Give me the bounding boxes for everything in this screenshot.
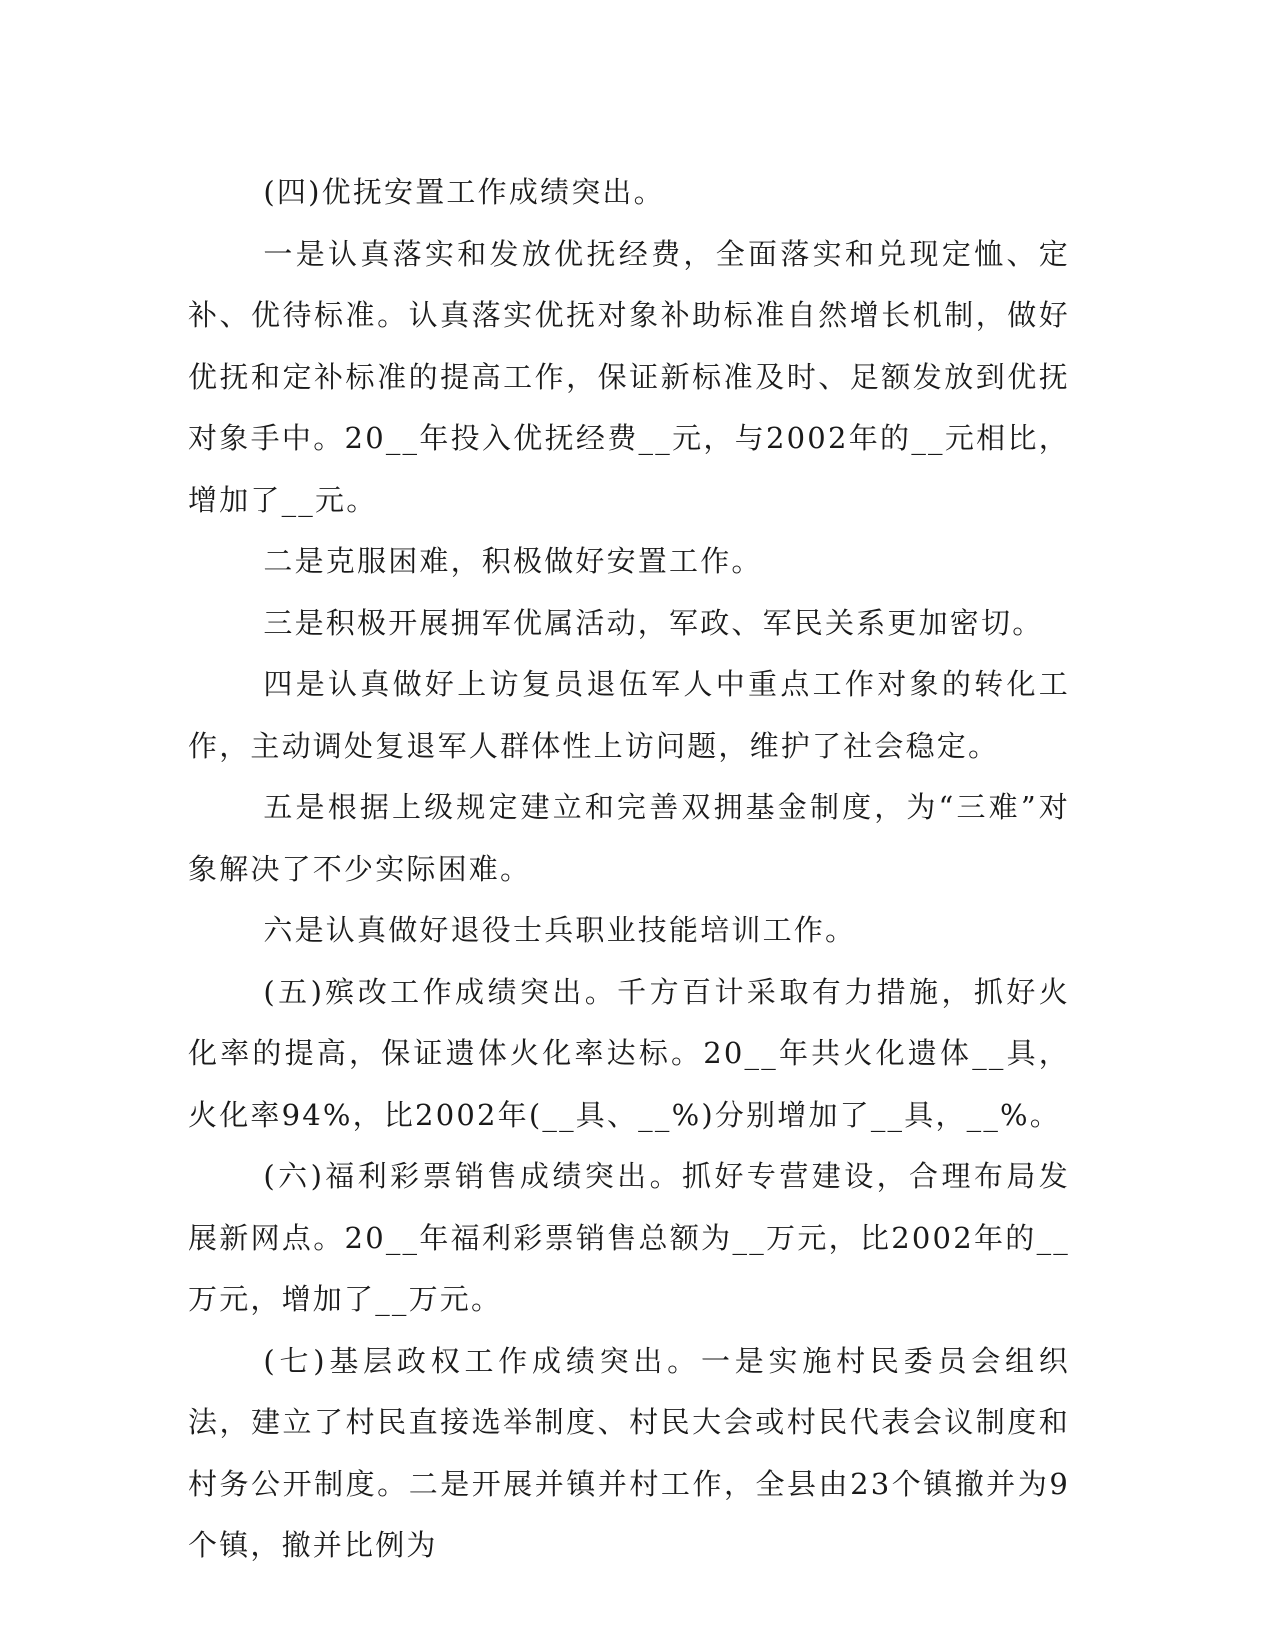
- paragraph-fund-system: 五是根据上级规定建立和完善双拥基金制度，为“三难”对象解决了不少实际困难。: [188, 790, 1070, 886]
- paragraph-support-army: 三是积极开展拥军优属活动，军政、军民关系更加密切。: [263, 605, 1044, 640]
- paragraph-placement: 二是克服困难，积极做好安置工作。: [263, 544, 763, 578]
- paragraph-petition: 四是认真做好上访复员退伍军人中重点工作对象的转化工作，主动调处复退军人群体性上访问题，维护了社会稳定。: [188, 667, 1070, 763]
- paragraph-youfu-heading: (四)优抚安置工作成绩突出。: [263, 175, 665, 209]
- paragraph-training: 六是认真做好退役士兵职业技能培训工作。: [263, 913, 857, 947]
- paragraph-youfu-funds: 一是认真落实和发放优抚经费，全面落实和兑现定恤、定补、优待标准。认真落实优抚对象补助标准自然增长机制，做好优抚和定补标准的提高工作，保证新标准及时、足额发放到优抚对象手中。20__年投入优抚经费__元，与2002年的__元相比，增加了__元。: [188, 236, 1070, 517]
- paragraph-grassroots: (七)基层政权工作成绩突出。一是实施村民委员会组织法，建立了村民直接选举制度、村民大会或村民代表会议制度和村务公开制度。二是开展并镇并村工作，全县由23个镇撤并为9个镇，撤并比例为: [188, 1343, 1070, 1562]
- paragraph-funeral-reform: (五)殡改工作成绩突出。千方百计采取有力措施，抓好火化率的提高，保证遗体火化率达标。20__年共火化遗体__具，火化率94%，比2002年(__具、__%)分别增加了__具，__%。: [188, 974, 1070, 1132]
- document-page: [188, 162, 1070, 1577]
- paragraph-welfare-lottery: (六)福利彩票销售成绩突出。抓好专营建设，合理布局发展新网点。20__年福利彩票销售总额为__万元，比2002年的__万元，增加了__万元。: [188, 1159, 1070, 1316]
